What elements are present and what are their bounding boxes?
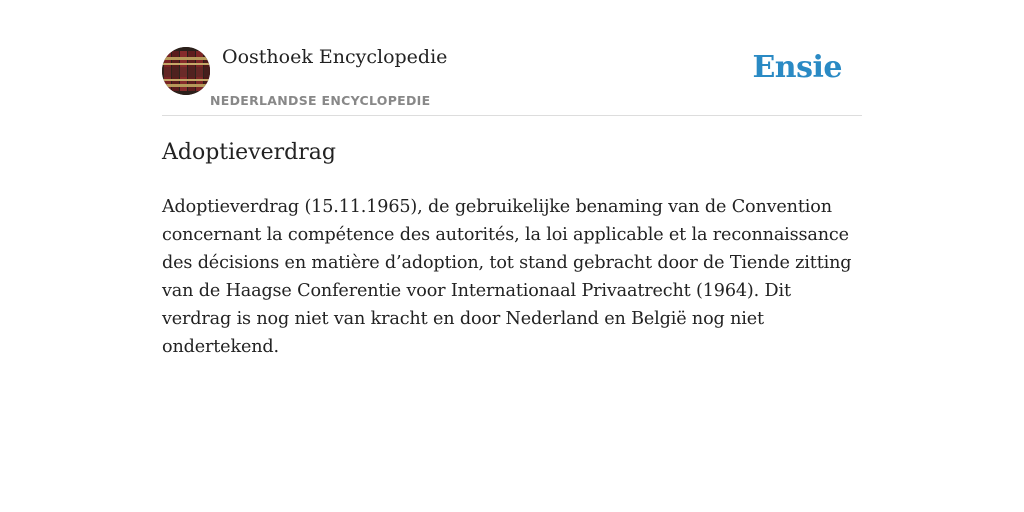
site-header xyxy=(162,0,862,116)
article-title: Adoptieverdrag xyxy=(162,140,336,165)
article-body: Adoptieverdrag (15.11.1965), de gebruikelijke benaming van de Convention concernant la compétence des autorités, la loi applicable et la reconnaissance des décisions en matière d’adoption, tot stand gebracht door de Tiende zitting van de Haagse Conferentie voor Internationaal Privaatrecht (1964). Dit verdrag is nog niet van kracht en door Nederland en België nog niet ondertekend. xyxy=(162,197,852,357)
site-title[interactable]: Oosthoek Encyclopedie xyxy=(222,46,448,68)
site-subtitle: NEDERLANDSE ENCYCLOPEDIE xyxy=(210,93,431,108)
encyclopedia-books-icon[interactable] xyxy=(162,47,210,95)
ensie-logo[interactable]: Ensie xyxy=(752,50,842,85)
page-container xyxy=(162,0,862,357)
